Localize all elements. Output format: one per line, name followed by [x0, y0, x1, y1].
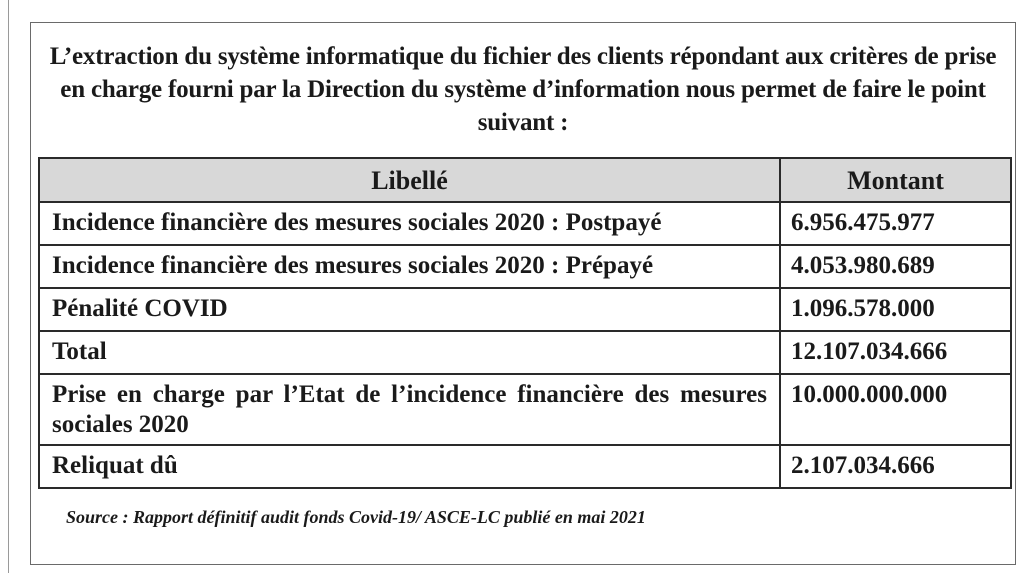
row-label: Total	[39, 331, 780, 374]
header-montant: Montant	[780, 158, 1011, 202]
table-row	[39, 445, 1011, 488]
row-amount: 12.107.034.666	[780, 331, 1011, 374]
row-amount: 4.053.980.689	[780, 245, 1011, 288]
table-row	[39, 202, 1011, 245]
row-amount: 1.096.578.000	[780, 288, 1011, 331]
table-header-row	[39, 158, 1011, 202]
header-libelle: Libellé	[39, 158, 780, 202]
row-amount: 10.000.000.000	[780, 374, 1011, 445]
table-row	[39, 245, 1011, 288]
row-label: Pénalité COVID	[39, 288, 780, 331]
source-note: Source : Rapport définitif audit fonds Covid-19/ ASCE-LC publié en mai 2021	[66, 507, 646, 527]
row-label: Incidence financière des mesures sociales 2020 : Prépayé	[39, 245, 780, 288]
intro-paragraph: L’extraction du système informatique du fichier des clients répondant aux critères de prise en charge fourni par la Direction du système d’information nous permet de faire le point suivant :	[49, 43, 997, 136]
row-label: Reliquat dû	[39, 445, 780, 488]
table-row-total	[39, 331, 1011, 374]
row-label: Prise en charge par l’Etat de l’incidence financière des mesures sociales 2020	[39, 374, 780, 445]
row-amount: 2.107.034.666	[780, 445, 1011, 488]
table-row	[39, 288, 1011, 331]
amounts-table	[38, 157, 1012, 489]
page-edge-line	[8, 0, 9, 573]
row-label: Incidence financière des mesures sociales 2020 : Postpayé	[39, 202, 780, 245]
row-amount: 6.956.475.977	[780, 202, 1011, 245]
table-row	[39, 374, 1011, 445]
